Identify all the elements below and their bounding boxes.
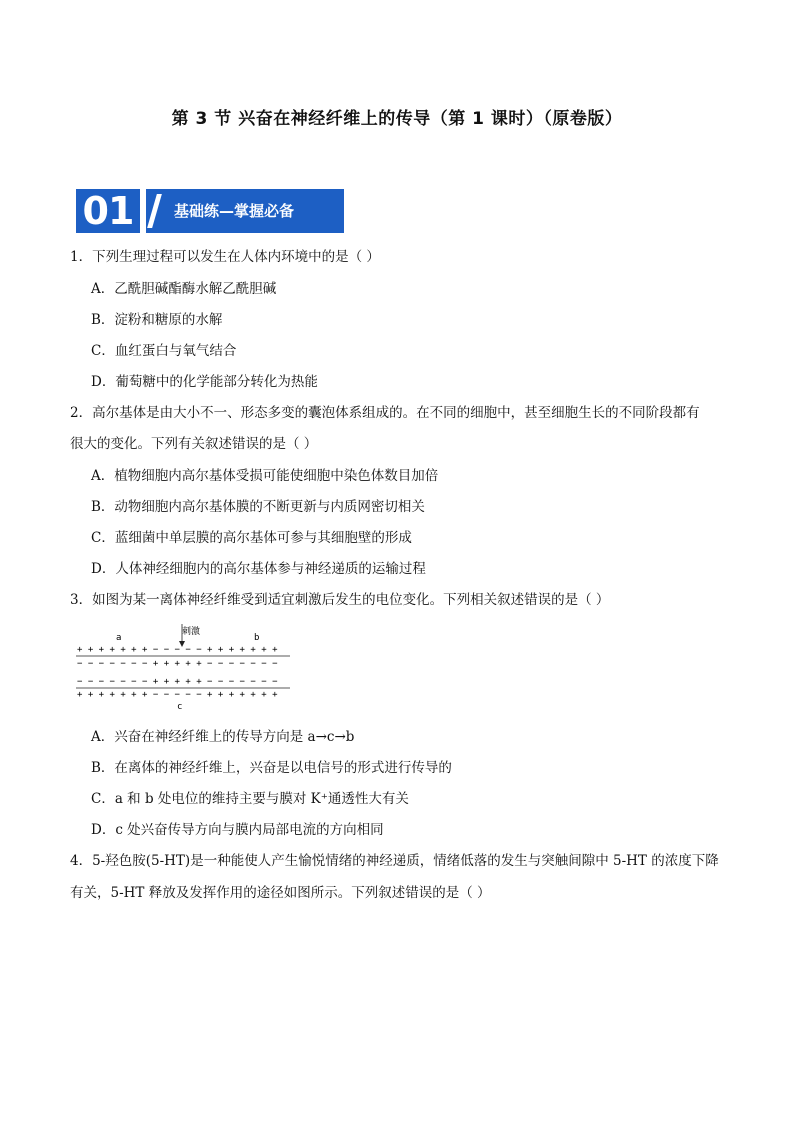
question-2-stem-continued: 很大的变化。下列有关叙述错误的是（ ） xyxy=(70,436,318,452)
question-1-option-b: B．淀粉和糖原的水解 xyxy=(91,312,223,328)
section-banner xyxy=(76,189,344,233)
charge-row-3: − − − − − − − + + + + + − − − − − − − xyxy=(77,677,278,687)
question-3-option-d: D．c 处兴奋传导方向与膜内局部电流的方向相同 xyxy=(91,822,384,838)
question-1-option-d: D．葡萄糖中的化学能部分转化为热能 xyxy=(91,374,318,390)
section-label: 基础练—掌握必备 xyxy=(174,202,295,220)
label-c: c xyxy=(177,702,183,712)
section-number: 01 xyxy=(76,189,140,233)
question-2-option-b: B．动物细胞内高尔基体膜的不断更新与内质网密切相关 xyxy=(91,499,425,515)
charge-row-1: + + + + + + + − − − − − + + + + + + + xyxy=(77,645,278,655)
charge-row-2: − − − − − − − + + + + + − − − − − − − xyxy=(77,659,278,669)
question-4-stem: 4．5-羟色胺(5-HT)是一种能使人产生愉悦情绪的神经递质，情绪低落的发生与突触间隙中 5-HT 的浓度下降 xyxy=(70,853,719,869)
question-2-option-d: D．人体神经细胞内的高尔基体参与神经递质的运输过程 xyxy=(91,561,426,577)
question-3-option-c: C．a 和 b 处电位的维持主要与膜对 K⁺通透性大有关 xyxy=(91,791,409,807)
question-1-stem: 1．下列生理过程可以发生在人体内环境中的是（ ） xyxy=(70,249,380,265)
label-b: b xyxy=(254,633,260,643)
question-4-stem-continued: 有关，5-HT 释放及发挥作用的途径如图所示。下列叙述错误的是（ ） xyxy=(70,885,491,901)
question-3-option-b: B．在离体的神经纤维上，兴奋是以电信号的形式进行传导的 xyxy=(91,760,452,776)
nerve-fiber-diagram xyxy=(74,622,304,712)
stimulus-label: 刺激 xyxy=(182,627,201,637)
label-a: a xyxy=(116,633,122,643)
question-1-option-c: C．血红蛋白与氧气结合 xyxy=(91,343,237,359)
question-2-option-c: C．蓝细菌中单层膜的高尔基体可参与其细胞壁的形成 xyxy=(91,530,412,546)
question-3-stem: 3．如图为某一离体神经纤维受到适宜刺激后发生的电位变化。下列相关叙述错误的是（ ） xyxy=(70,592,610,608)
question-2-stem: 2．高尔基体是由大小不一、形态多变的囊泡体系组成的。在不同的细胞中，甚至细胞生长的不同阶段都有 xyxy=(70,405,700,421)
charge-row-4: + + + + + + + − − − − − + + + + + + + xyxy=(77,690,278,700)
question-2-option-a: A．植物细胞内高尔基体受损可能使细胞中染色体数目加倍 xyxy=(91,468,439,484)
question-3-option-a: A．兴奋在神经纤维上的传导方向是 a→c→b xyxy=(91,729,355,745)
question-1-option-a: A．乙酰胆碱酯酶水解乙酰胆碱 xyxy=(91,281,277,297)
page-title: 第 3 节 兴奋在神经纤维上的传导（第 1 课时）（原卷版） xyxy=(171,109,623,129)
